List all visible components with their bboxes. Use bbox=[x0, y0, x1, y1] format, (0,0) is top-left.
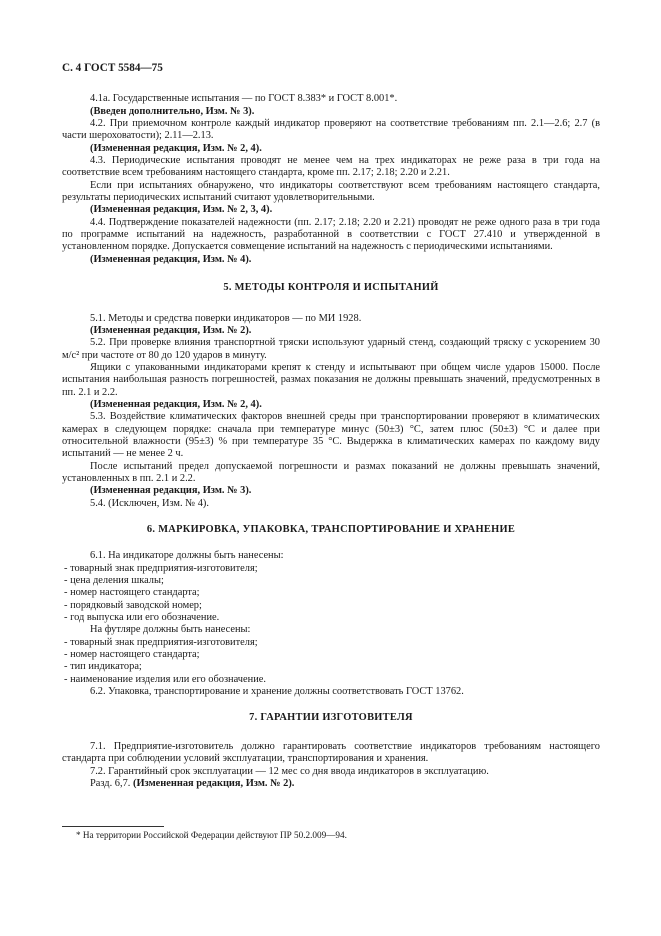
section-5-title: 5. МЕТОДЫ КОНТРОЛЯ И ИСПЫТАНИЙ bbox=[223, 282, 439, 294]
section-note bbox=[62, 778, 600, 790]
marking-list-indicator bbox=[62, 563, 600, 625]
clause-6-1: 6.1. На индикаторе должны быть нанесены: bbox=[90, 550, 284, 562]
clause-5-3-continued: После испытаний предел допускаемой погрешности и размах показаний не должны превышать значений, установленных в пп. 2.1 и 2.2. bbox=[62, 460, 600, 484]
section-note-ref: Разд. 6,7. bbox=[90, 777, 131, 789]
clause-6-1-case: На футляре должны быть нанесены: bbox=[90, 624, 251, 636]
clause-6-2: 6.2. Упаковка, транспортирование и хранение должны соответствовать ГОСТ 13762. bbox=[90, 686, 464, 698]
clause-5-2-continued: Ящики с упакованными индикаторами крепят к стенду и испытывают при общем числе ударов 15000. После испытания наибольшая разность погрешностей, размах показания не должны превышать значений, предусмотренных в пп. 2.1 и 2.2. bbox=[62, 361, 600, 398]
clause-7-1: 7.1. Предприятие-изготовитель должно гарантировать соответствие индикаторов требованиям настоящего стандарта при соблюдении условий эксплуатации, транспортирования и хранения. bbox=[62, 740, 600, 765]
footnote-divider bbox=[62, 826, 164, 827]
edition-note: (Измененная редакция, Изм. № 3). bbox=[90, 485, 252, 497]
clause-5-3: 5.3. Воздействие климатических факторов внешней среды при транспортировании проверяют в климатических камерах в следующем порядке: сначала при температуре минус (50±3) °С, затем плюс (50±3) °С и далее при относительной влажности (95±3) % при температуре 35 °С. Выдержка в климатических камерах по каждому виду испытаний — не менее 2 ч. bbox=[62, 411, 600, 460]
edition-note: (Измененная редакция, Изм. № 2, 4). bbox=[90, 398, 262, 410]
page-header: С. 4 ГОСТ 5584—75 bbox=[62, 62, 163, 74]
clause-4-1a: 4.1а. Государственные испытания — по ГОСТ 8.383* и ГОСТ 8.001*. bbox=[90, 93, 398, 105]
marking-list-case bbox=[62, 637, 600, 686]
list-item: - цена деления шкалы; bbox=[62, 575, 600, 587]
clause-5-2: 5.2. При проверке влияния транспортной тряски используют ударный стенд, создающий тряску с ускорением 30 м/с² при частоте от 80 до 120 ударов в минуту. bbox=[62, 337, 600, 361]
clause-4-3: 4.3. Периодические испытания проводят не менее чем на трех индикаторах не реже раза в три года на соответствие всем требованиям настоящего стандарта, кроме пп. 2.17; 2.18; 2.20 и 2.21. bbox=[62, 155, 600, 179]
list-item: - порядковый заводской номер; bbox=[62, 600, 600, 612]
edition-note: (Измененная редакция, Изм. № 2). bbox=[133, 777, 295, 789]
edition-note: (Измененная редакция, Изм. № 2, 4). bbox=[90, 142, 262, 154]
footnote: * На территории Российской Федерации действуют ПР 50.2.009—94. bbox=[76, 830, 347, 840]
section-6-title: 6. МАРКИРОВКА, УПАКОВКА, ТРАНСПОРТИРОВАНИЕ И ХРАНЕНИЕ bbox=[146, 524, 516, 535]
clause-4-3-continued: Если при испытаниях обнаружено, что индикаторы соответствуют всем требованиям настоящего стандарта, результаты периодических испытаний считают удовлетворительными. bbox=[62, 179, 600, 204]
section-7-title: 7. ГАРАНТИИ ИЗГОТОВИТЕЛЯ bbox=[249, 712, 413, 724]
edition-note: (Измененная редакция, Изм. № 2, 3, 4). bbox=[90, 204, 273, 216]
edition-note: (Измененная редакция, Изм. № 2). bbox=[90, 324, 252, 336]
clause-4-2: 4.2. При приемочном контроле каждый индикатор проверяют на соответствие требованиям пп. 2.1—2.6; 2.7 (в части шероховатости); 2.11—2.13. bbox=[62, 118, 600, 142]
list-item: - товарный знак предприятия-изготовителя; bbox=[62, 637, 600, 649]
list-item: - номер настоящего стандарта; bbox=[62, 649, 600, 661]
list-item: - номер настоящего стандарта; bbox=[62, 587, 600, 599]
edition-note: (Измененная редакция, Изм. № 4). bbox=[90, 253, 252, 265]
list-item: - год выпуска или его обозначение. bbox=[62, 612, 600, 624]
clause-5-4: 5.4. (Исключен, Изм. № 4). bbox=[90, 497, 209, 509]
clause-7-2: 7.2. Гарантийный срок эксплуатации — 12 мес со дня ввода индикаторов в эксплуатацию. bbox=[90, 765, 489, 777]
list-item: - тип индикатора; bbox=[62, 661, 600, 673]
list-item: - наименование изделия или его обозначение. bbox=[62, 674, 600, 686]
list-item: - товарный знак предприятия-изготовителя; bbox=[62, 563, 600, 575]
edition-note: (Введен дополнительно, Изм. № 3). bbox=[90, 105, 255, 117]
document-page bbox=[62, 62, 600, 790]
clause-5-1: 5.1. Методы и средства поверки индикаторов — по МИ 1928. bbox=[90, 312, 362, 324]
clause-4-4: 4.4. Подтверждение показателей надежности (пп. 2.17; 2.18; 2.20 и 2.21) проводят не реже одного раза в три года по программе испытаний на надежность, разработанной в соответствии с ГОСТ 27.410 и утвержденной в установленном порядке. Допускается совмещение испытаний на надежность с периодическими испытаниями. bbox=[62, 216, 600, 253]
